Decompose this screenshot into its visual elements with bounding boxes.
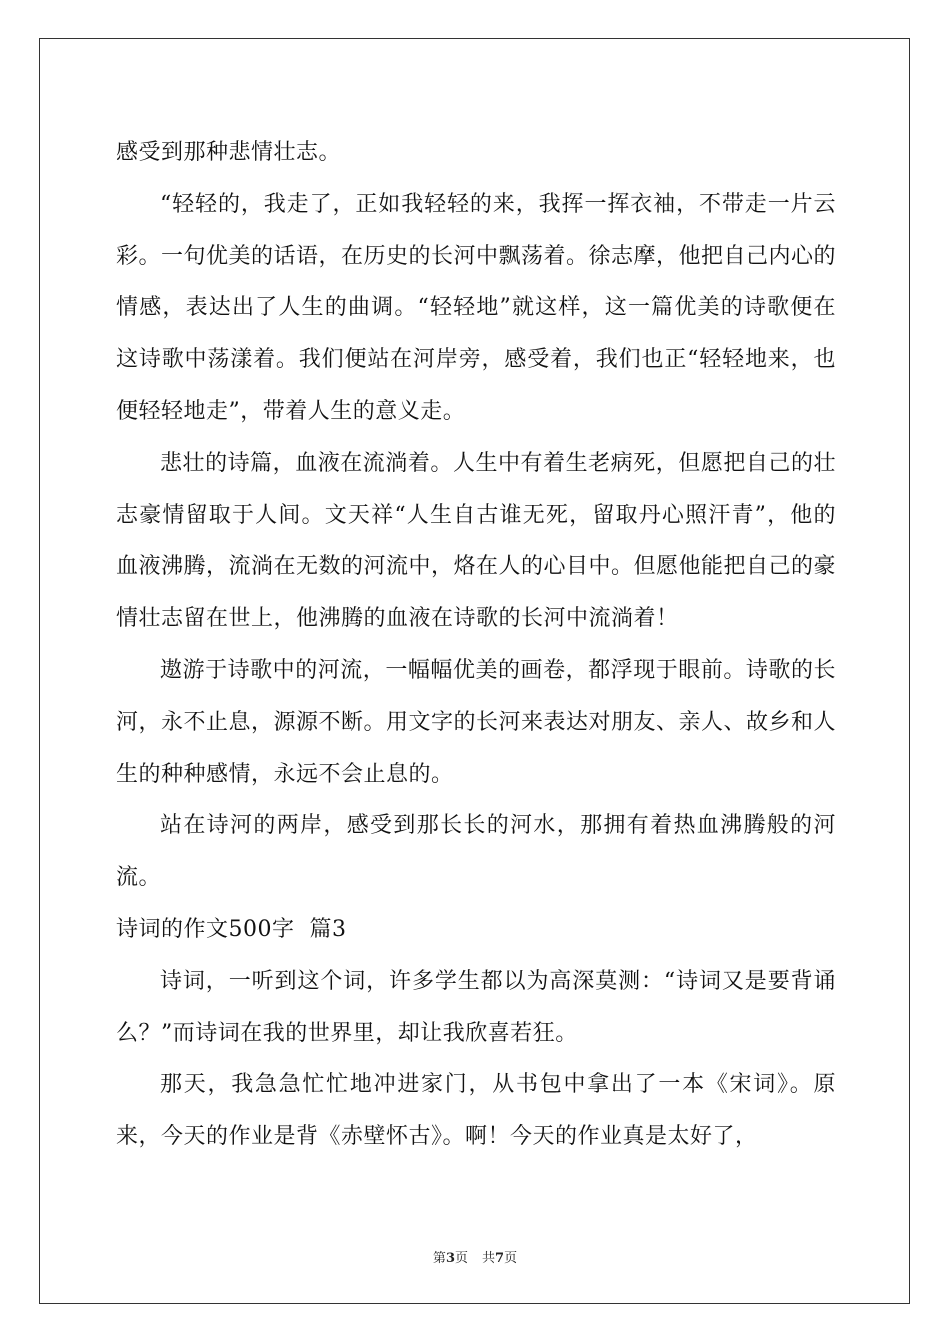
paragraph: 那天，我急急忙忙地冲进家门，从书包中拿出了一本《宋词》。原来，今天的作业是背《赤壁怀古》。啊！今天的作业真是太好了， <box>116 1072 836 1150</box>
section-heading: 诗词的作文500字 篇3 <box>116 916 347 942</box>
document-body <box>116 127 836 1163</box>
page-prefix: 第 <box>432 1251 446 1266</box>
page-suffix: 页 <box>454 1251 468 1266</box>
total-pages: 7 <box>495 1251 505 1266</box>
paragraph: 遨游于诗歌中的河流，一幅幅优美的画卷，都浮现于眼前。诗歌的长河，永不止息，源源不断。用文字的长河来表达对朋友、亲人、故乡和人生的种种感情，永远不会止息的。 <box>116 657 837 787</box>
paragraph: “轻轻的，我走了，正如我轻轻的来，我挥一挥衣袖，不带走一片云彩。一句优美的话语，在历史的长河中飘荡着。徐志摩，他把自己内心的情感，表达出了人生的曲调。“轻轻地”就这样，这一篇优美的诗歌便在这诗歌中荡漾着。我们便站在河岸旁，感受着，我们也正“轻轻地来，也便轻轻地走”，带着人生的意义走。 <box>116 191 837 424</box>
page-number: 3 <box>445 1251 455 1266</box>
page-footer <box>0 1247 950 1266</box>
paragraph: 悲壮的诗篇，血液在流淌着。人生中有着生老病死，但愿把自己的壮志豪情留取于人间。文天祥“人生自古谁无死，留取丹心照汗青”，他的血液沸腾，流淌在无数的河流中，烙在人的心目中。但愿他能把自己的豪情壮志留在世上，他沸腾的血液在诗歌的长河中流淌着！ <box>116 450 837 632</box>
paragraph: 感受到那种悲情壮志。 <box>116 140 342 165</box>
total-suffix: 页 <box>504 1251 518 1266</box>
paragraph: 诗词，一听到这个词，许多学生都以为高深莫测：“诗词又是要背诵么？”而诗词在我的世界里，却让我欣喜若狂。 <box>116 968 836 1046</box>
total-prefix: 共 <box>482 1251 496 1266</box>
paragraph: 站在诗河的两岸，感受到那长长的河水，那拥有着热血沸腾般的河流。 <box>116 813 836 891</box>
